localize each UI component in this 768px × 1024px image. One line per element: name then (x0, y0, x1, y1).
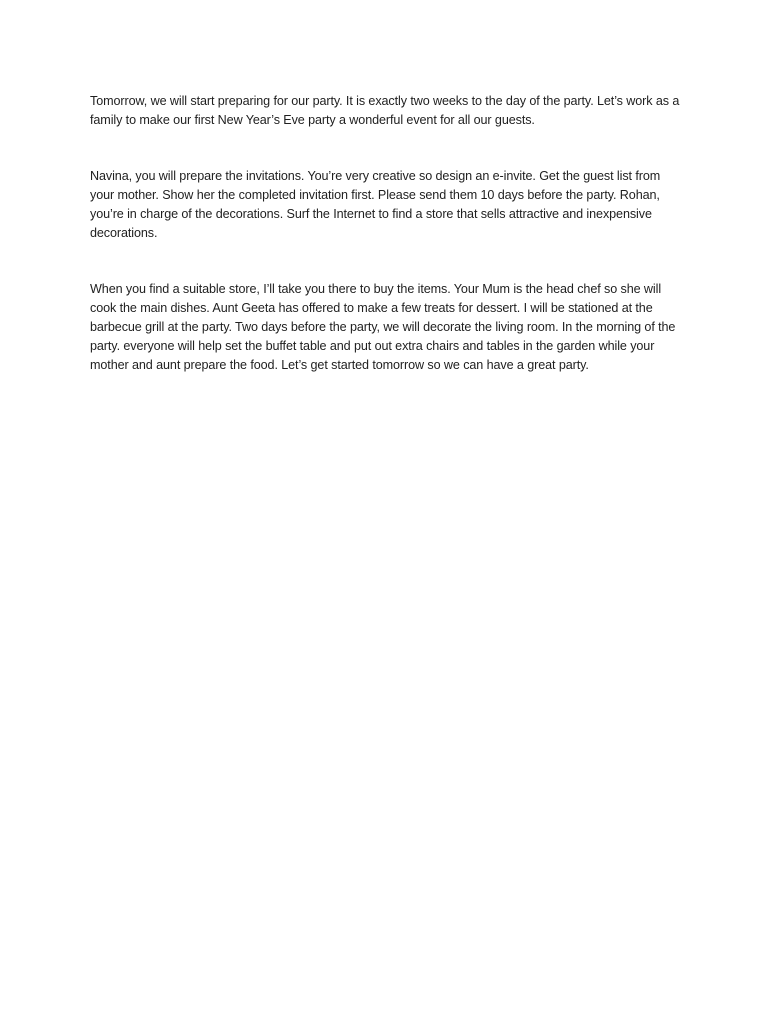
document-body (90, 92, 682, 375)
paragraph-2: Navina, you will prepare the invitations. You’re very creative so design an e-invite. Get the guest list from your mother. Show her the completed invitation first. Please send them 10 days before the party. Rohan, you’re in charge of the decorations. Surf the Internet to find a store that sells attractive and inexpensive decorations. (90, 169, 661, 240)
paragraph-1: Tomorrow, we will start preparing for our party. It is exactly two weeks to the day of the party. Let’s work as a family to make our first New Year’s Eve party a wonderful event for all our guests. (90, 94, 680, 127)
paragraph-3: When you find a suitable store, I’ll take you there to buy the items. Your Mum is the head chef so she will cook the main dishes. Aunt Geeta has offered to make a few treats for dessert. I will be stationed at the barbecue grill at the party. Two days before the party, we will decorate the living room. In the morning of the party. everyone will help set the buffet table and put out extra chairs and tables in the garden while your mother and aunt prepare the food. Let’s get started tomorrow so we can have a great party. (90, 282, 676, 372)
